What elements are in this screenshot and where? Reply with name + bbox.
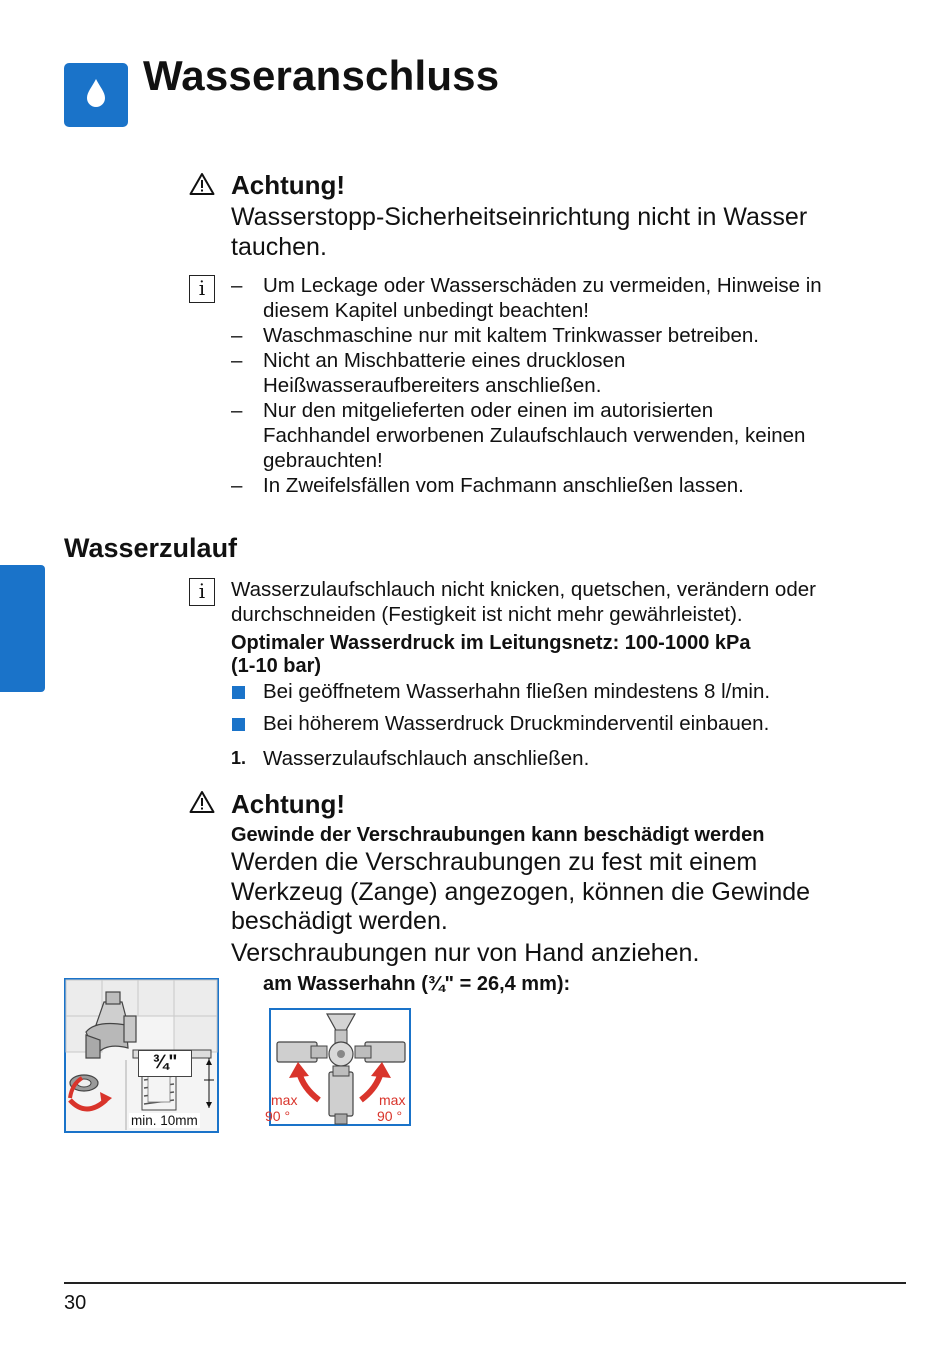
warning-triangle-icon bbox=[189, 172, 215, 196]
side-chapter-tab bbox=[0, 565, 45, 692]
info-list bbox=[231, 273, 903, 498]
warning-subheading: Gewinde der Verschraubungen kann beschädigt werden bbox=[231, 824, 765, 846]
bullet-square bbox=[232, 718, 245, 731]
warning-text: Werden die Verschraubungen zu fest mit einem Werkzeug (Zange) angezogen, können die Gewinde beschädigt werden. Verschraubungen nur von Hand anziehen. bbox=[231, 848, 811, 967]
hose-angle-illustration bbox=[265, 1008, 411, 1126]
angle-label-right: max 90 ° bbox=[377, 1092, 406, 1124]
page-title: Wasseranschluss bbox=[143, 52, 500, 99]
warning-heading: Achtung! bbox=[231, 170, 346, 200]
list-item: – Nicht an Mischbatterie eines drucklosen Heißwasseraufbereiters anschließen. bbox=[231, 348, 903, 398]
angle-label-left: max 90 ° bbox=[265, 1092, 298, 1124]
info-icon: i bbox=[189, 275, 215, 303]
thread-size-label: ¾" bbox=[138, 1050, 192, 1077]
figure-caption: am Wasserhahn (¾" = 26,4 mm): bbox=[263, 973, 571, 995]
bullet-item: Bei geöffnetem Wasserhahn fließen mindestens 8 l/min. bbox=[263, 680, 771, 703]
hose-info-text: Wasserzulaufschlauch nicht knicken, quetschen, verändern oder durchschneiden (Festigkeit ist nicht mehr gewährleistet). bbox=[231, 578, 816, 626]
water-drop-icon bbox=[64, 63, 128, 127]
min-length-label: min. 10mm bbox=[131, 1113, 198, 1128]
warning-text: Wasserstopp-Sicherheitseinrichtung nicht in Wasser tauchen. bbox=[231, 203, 808, 261]
footer-rule bbox=[64, 1282, 906, 1284]
bullet-square bbox=[232, 686, 245, 699]
step-text: Wasserzulaufschlauch anschließen. bbox=[263, 747, 590, 770]
tap-thread-illustration bbox=[64, 978, 219, 1133]
page-number: 30 bbox=[64, 1292, 87, 1314]
step-number: 1. bbox=[231, 748, 247, 768]
pressure-text: Optimaler Wasserdruck im Leitungsnetz: 100-1000 kPa (1-10 bar) bbox=[231, 632, 751, 677]
list-item: – Waschmaschine nur mit kaltem Trinkwasser betreiben. bbox=[231, 323, 903, 348]
list-item: – In Zweifelsfällen vom Fachmann anschließen lassen. bbox=[231, 473, 903, 498]
section-heading: Wasserzulauf bbox=[64, 533, 238, 563]
bullet-item: Bei höherem Wasserdruck Druckminderventil einbauen. bbox=[263, 712, 770, 735]
list-item: – Um Leckage oder Wasserschäden zu vermeiden, Hinweise in diesem Kapitel unbedingt beachten! bbox=[231, 273, 903, 323]
warning-heading: Achtung! bbox=[231, 789, 346, 819]
warning-triangle-icon bbox=[189, 790, 215, 814]
info-icon: i bbox=[189, 578, 215, 606]
list-item: – Nur den mitgelieferten oder einen im autorisierten Fachhandel erworbenen Zulaufschlauch verwenden, keinen gebrauchten! bbox=[231, 398, 903, 473]
